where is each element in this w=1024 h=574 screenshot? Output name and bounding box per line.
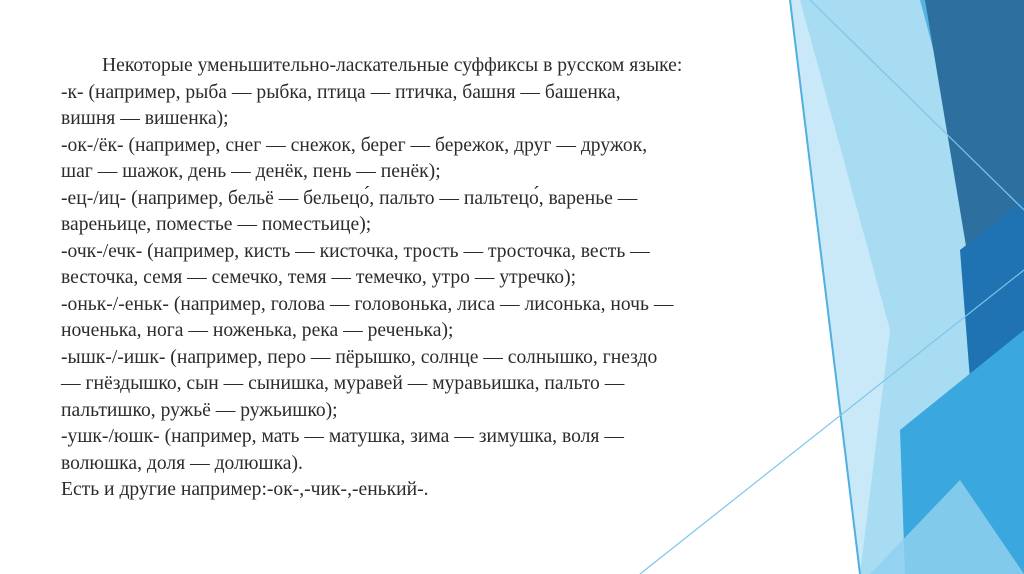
text-line: -ок-/ёк- (например, снег — снежок, берег — бережок, друг — дружок, [61,134,648,156]
text-line: ноченька, нога — ноженька, река — реченька); [61,320,454,341]
text-line: волюшка, доля — долюшка). [61,452,303,474]
text-line: шаг — шажок, день — денёк, пень — пенёк); [61,161,441,182]
text-line: -оньк-/-еньк- (например, голова — головонька, лиса — лисонька, ночь — [61,293,674,315]
text-line: -к- (например, рыба — рыбка, птица — птичка, башня — башенка, [61,81,621,103]
text-line-heading: Некоторые уменьшительно-ласкательные суффиксы в русском языке: [102,55,683,76]
text-line: пальтишко, ружьё — ружьишко); [61,399,338,421]
text-line: — гнёздышко, сын — сынишка, муравей — муравьишка, пальто — [61,373,625,394]
text-line: вишня — вишенка); [61,108,229,129]
text-line: -ец-/иц- (например, бельё — бельецо́, пальто — пальтецо́, варенье — [61,187,638,209]
text-line: -очк-/ечк- (например, кисть — кисточка, трость — тросточка, весть — [61,240,650,262]
text-line: -ушк-/юшк- (например, мать — матушка, зима — зимушка, воля — [61,426,624,447]
slide-text-body [61,53,786,504]
text-line-footer: Есть и другие например:-ок-,-чик-,-енький-. [61,479,429,500]
text-line: вареньице, поместье — поместьице); [61,214,372,235]
text-line: -ышк-/-ишк- (например, перо — пёрышко, солнце — солнышко, гнездо [61,346,658,368]
text-line: весточка, семя — семечко, темя — темечко, утро — утречко); [61,267,577,288]
